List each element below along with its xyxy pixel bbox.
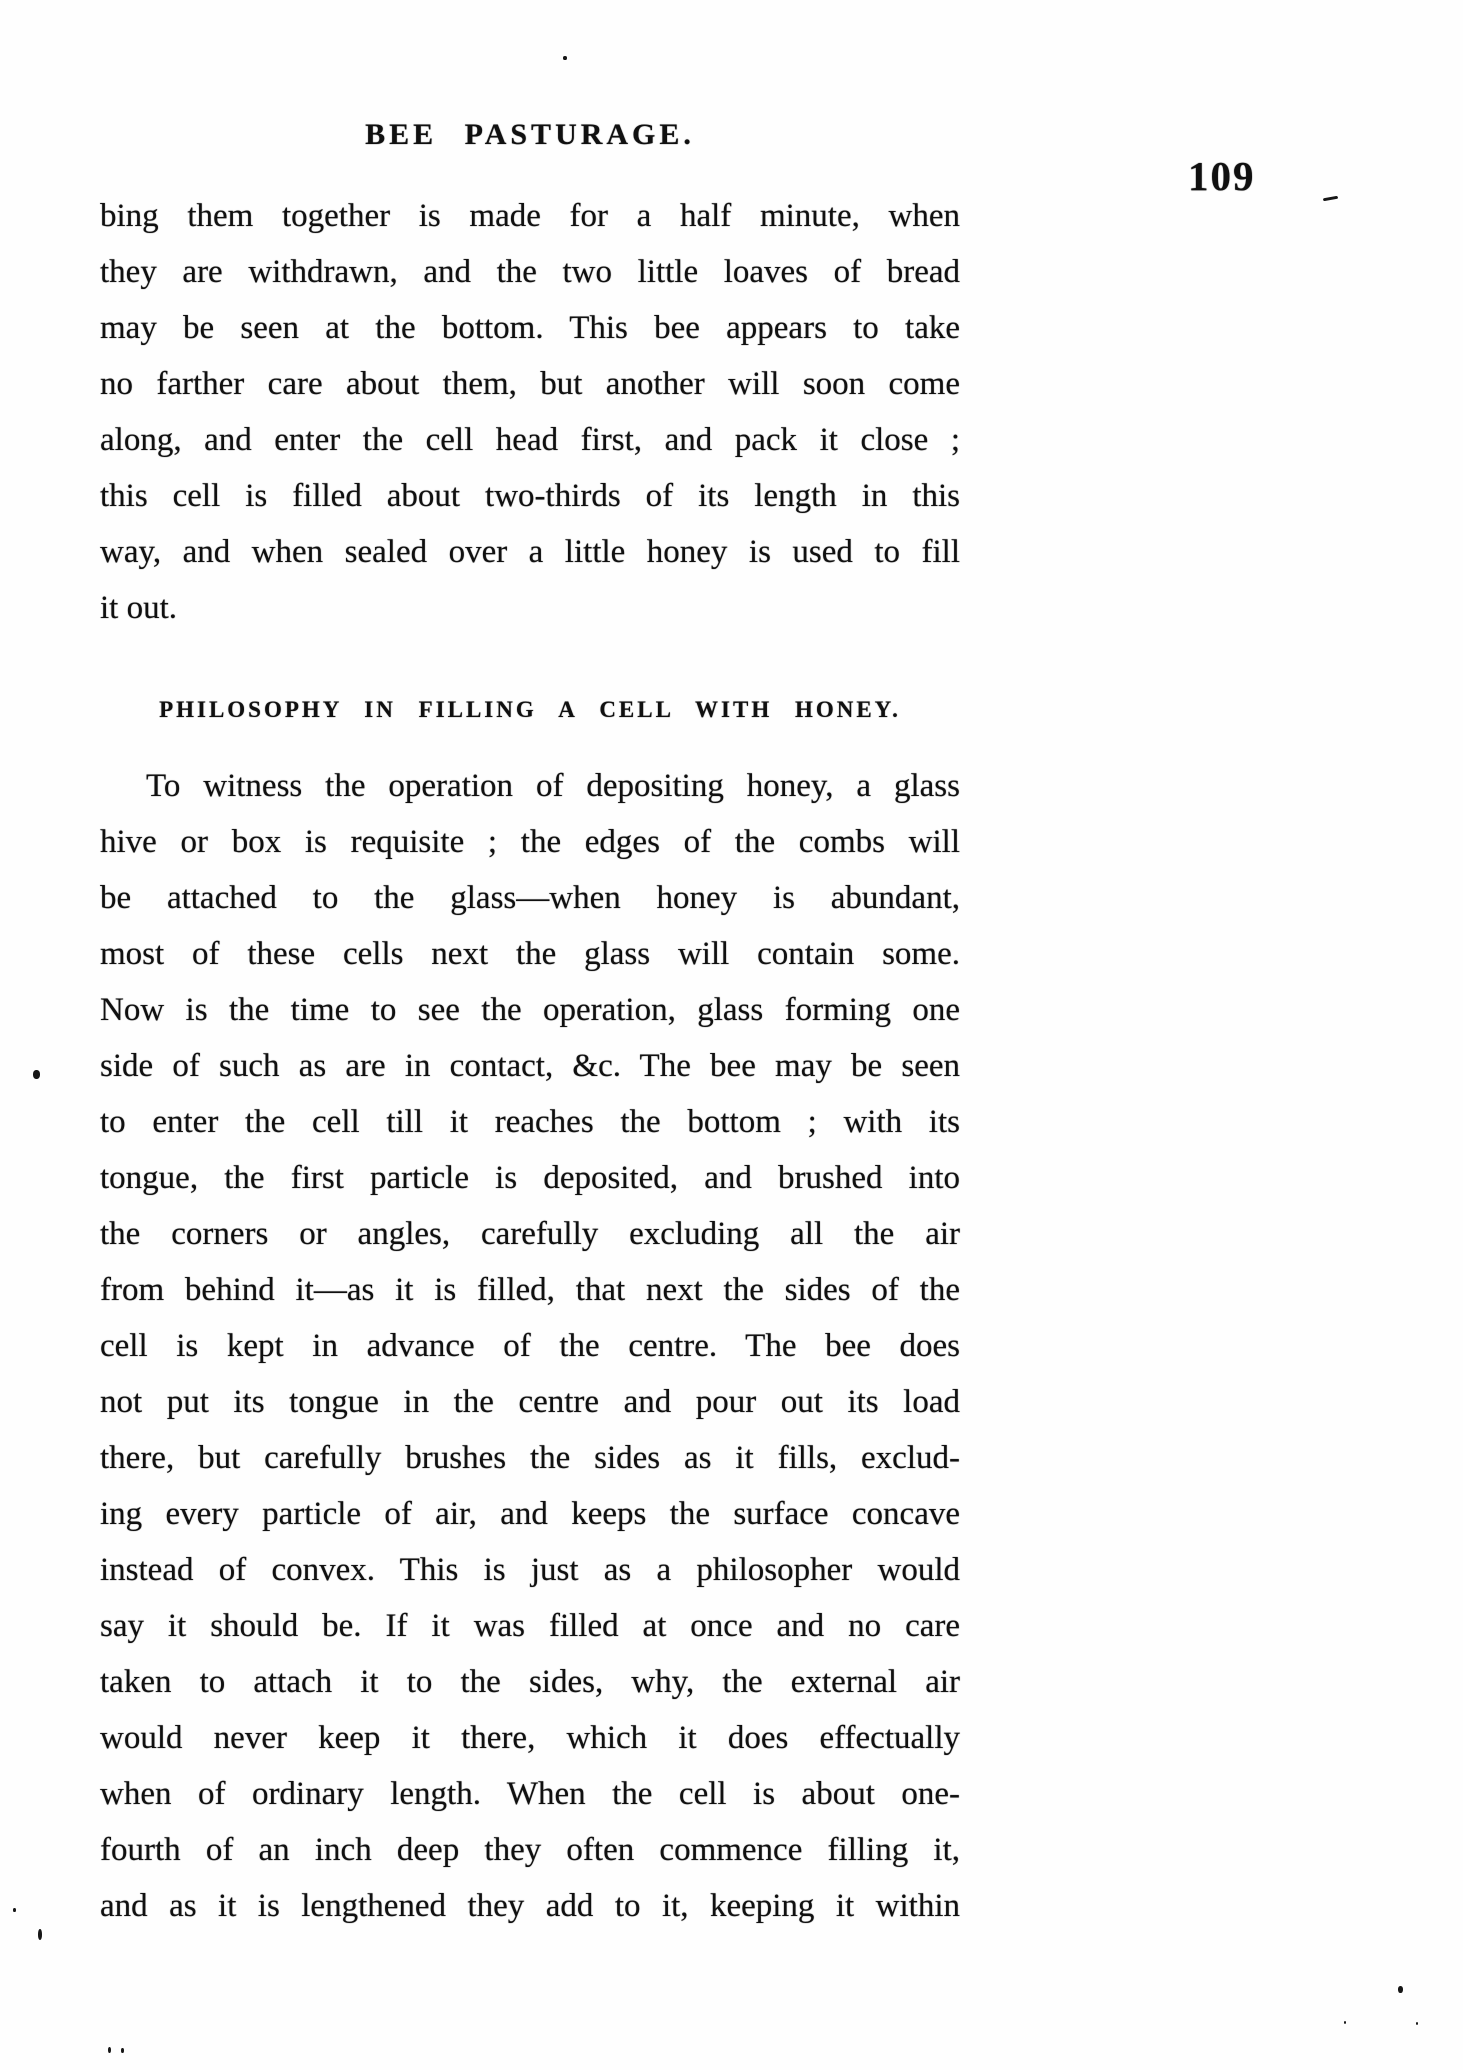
text-line: not put its tongue in the centre and pour out its load (100, 1384, 960, 1420)
scan-speck (108, 2047, 111, 2053)
scan-speck (1398, 1986, 1403, 1993)
text-line: tongue, the first particle is deposited, and brushed into (100, 1160, 960, 1196)
paragraph-philosophy (100, 758, 960, 1934)
text-line: no farther care about them, but another will soon come (100, 366, 960, 402)
text-line: hive or box is requisite ; the edges of the combs will (100, 824, 960, 860)
text-line: bing them together is made for a half minute, when (100, 198, 960, 234)
scan-speck (1323, 196, 1338, 202)
text-line: this cell is filled about two-thirds of its length in this (100, 478, 960, 514)
text-line: would never keep it there, which it does effectually (100, 1720, 960, 1756)
text-line: there, but carefully brushes the sides as it fills, exclud- (100, 1440, 960, 1476)
scan-speck (1344, 2021, 1346, 2024)
running-title: BEE PASTURAGE. (365, 118, 695, 151)
scan-speck (1416, 2022, 1418, 2025)
text-line: be attached to the glass—when honey is abundant, (100, 880, 960, 916)
scan-speck (563, 56, 567, 60)
text-line: say it should be. If it was filled at once and no care (100, 1608, 960, 1644)
text-line: most of these cells next the glass will contain some. (100, 936, 960, 972)
paragraph-continued (100, 188, 960, 636)
text-line: fourth of an inch deep they often commence filling it, (100, 1832, 960, 1868)
text-line: To witness the operation of depositing honey, a glass (146, 768, 960, 804)
text-line: and as it is lengthened they add to it, keeping it within (100, 1888, 960, 1924)
scan-speck (38, 1929, 42, 1940)
text-line: ing every particle of air, and keeps the surface concave (100, 1496, 960, 1532)
text-line: the corners or angles, carefully excluding all the air (100, 1216, 960, 1252)
text-line: to enter the cell till it reaches the bottom ; with its (100, 1104, 960, 1140)
text-line: from behind it—as it is filled, that next the sides of the (100, 1272, 960, 1308)
scan-speck (33, 1070, 40, 1079)
text-line: instead of convex. This is just as a philosopher would (100, 1552, 960, 1588)
text-line: when of ordinary length. When the cell is about one- (100, 1776, 960, 1812)
text-line: may be seen at the bottom. This bee appears to take (100, 310, 960, 346)
text-line: taken to attach it to the sides, why, the external air (100, 1664, 960, 1700)
scan-speck (13, 1908, 16, 1912)
page-number: 109 (1188, 153, 1256, 199)
text-line: side of such as are in contact, &c. The bee may be seen (100, 1048, 960, 1084)
text-line: way, and when sealed over a little honey is used to fill (100, 534, 960, 570)
text-line: it out. (100, 590, 178, 626)
text-line: Now is the time to see the operation, glass forming one (100, 992, 960, 1028)
text-line: along, and enter the cell head first, and pack it close ; (100, 422, 960, 458)
scan-speck (121, 2048, 124, 2053)
text-line: cell is kept in advance of the centre. The bee does (100, 1328, 960, 1364)
text-line: they are withdrawn, and the two little loaves of bread (100, 254, 960, 290)
section-heading: PHILOSOPHY IN FILLING A CELL WITH HONEY. (159, 697, 901, 722)
